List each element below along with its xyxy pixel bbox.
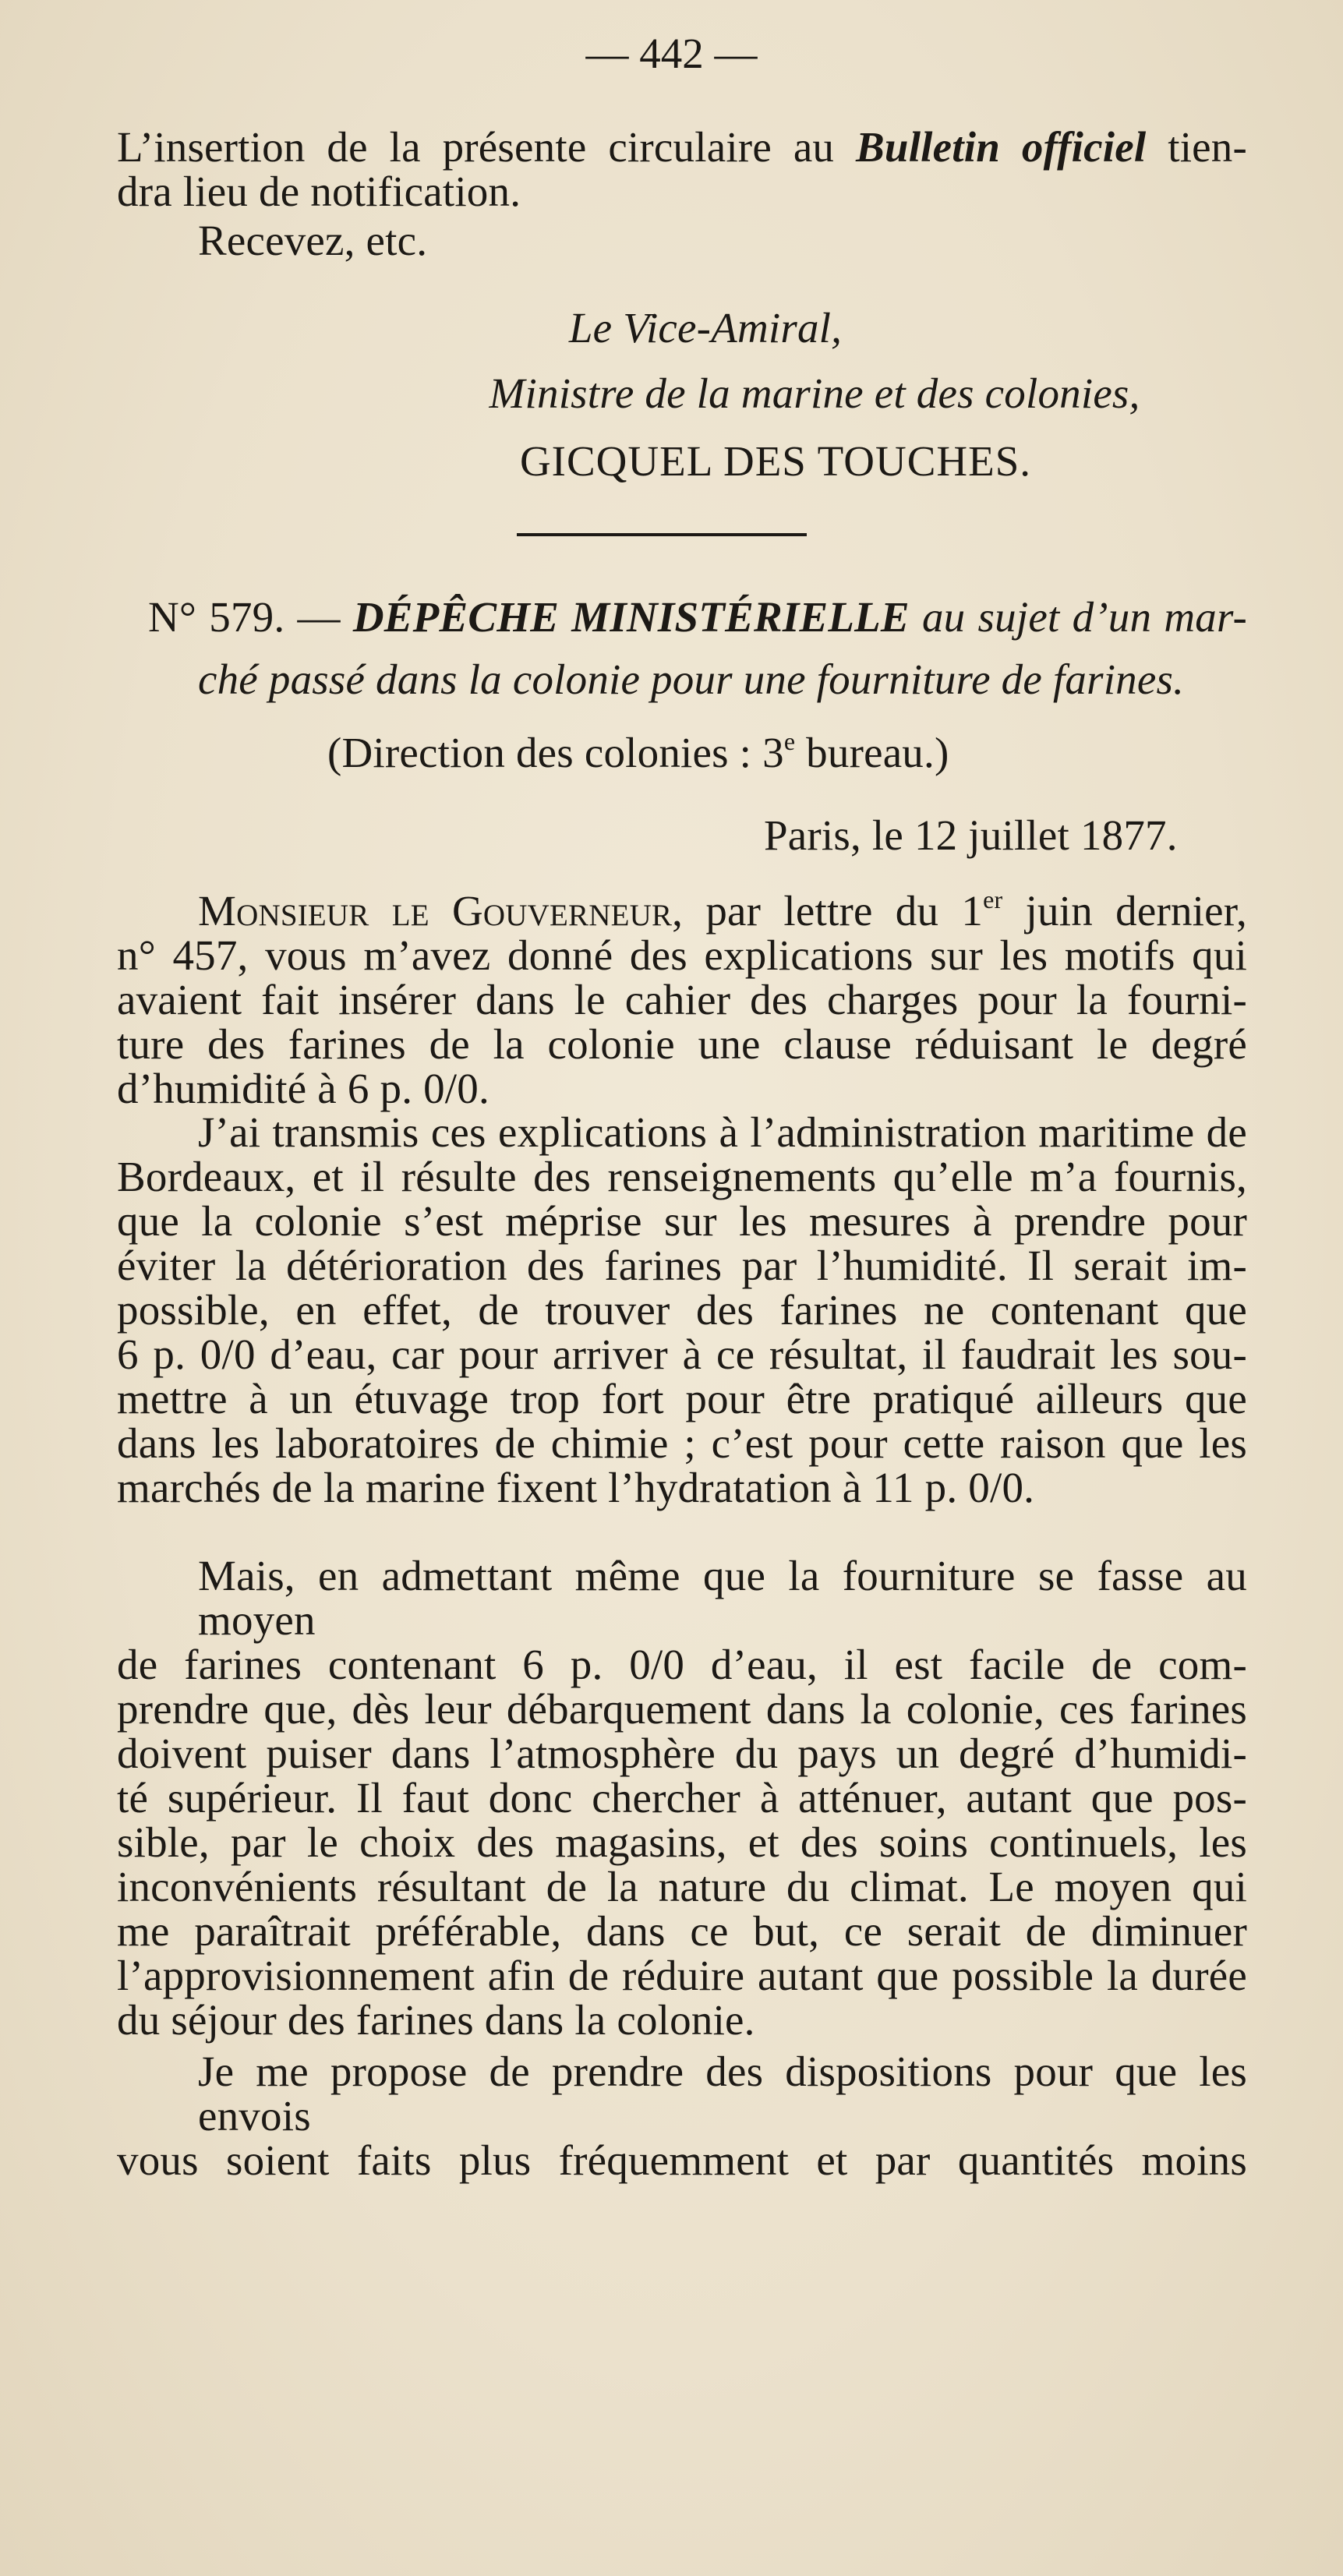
heading [148,595,1247,639]
bulletin-officiel: Bulletin officiel [856,123,1147,171]
p2-line-3: que la colonie s’est méprise sur les mesures à prendre pour [117,1197,1247,1245]
intro-paragraph [117,125,1247,214]
p1-line-4: ture des farines de la colonie une clause réduisant le degré [117,1020,1247,1068]
p2-line-5: possible, en effet, de trouver des farines ne contenant que [117,1286,1247,1334]
heading-number: N° 579. — [148,593,353,641]
p4-line-2: vous soient faits plus fréquemment et par quantités moins [117,2136,1247,2184]
p3-line-8: me paraîtrait préférable, dans ce but, ce serait de diminuer [117,1907,1247,1955]
recevez-line: Recevez, etc. [198,217,428,264]
p2-line-7: mettre à un étuvage trop fort pour être pratiqué ailleurs que [117,1375,1247,1422]
direction-end: bureau.) [795,729,949,776]
p3-line-6: sible, par le choix des magasins, et des soins continuels, les [117,1818,1247,1866]
heading-line-1 [148,595,1247,639]
p2-line-8: dans les laboratoires de chimie ; c’est pour cette raison que les [117,1419,1247,1467]
intro-line-2: dra lieu de notification. [117,168,521,215]
p3-line-3: prendre que, dès leur débarquement dans la colonie, ces farines [117,1685,1247,1733]
p2-line-6: 6 p. 0/0 d’eau, car pour arriver à ce résultat, il faudrait les sou- [117,1330,1247,1378]
paragraph-4 [117,2049,1247,2182]
p1-text: par lettre du 1 [705,887,984,935]
p1-line-5: d’humidité à 6 p. 0/0. [117,1065,489,1112]
heading-depeche: DÉPÊCHE MINISTÉRIELLE [352,593,910,641]
paragraph-3 [117,1553,1247,2042]
section-divider [517,533,807,536]
signature-title: Ministre de la marine et des colonies, [489,369,1140,417]
p1-line-3: avaient fait insérer dans le cahier des charges pour la fourni- [117,976,1247,1023]
p4-line-1: Je me propose de prendre des dispositions pour que les envois [198,2048,1247,2140]
p3-line-5: té supérieur. Il faut donc chercher à atténuer, autant que pos- [117,1774,1247,1822]
p2-line-1: J’ai transmis ces explications à l’administration maritime de [198,1108,1247,1156]
signature-name: GICQUEL DES TOUCHES. [519,437,1032,485]
heading-subject-2: ché passé dans la colonie pour une fourniture de farines. [198,655,1185,703]
direction-text: (Direction des colonies : 3 [327,729,784,776]
p3-line-7: inconvénients résultant de la nature du climat. Le moyen qui [117,1863,1247,1910]
heading-subject-1: au sujet d’un mar- [909,593,1247,641]
p3-line-1: Mais, en admettant même que la fourniture se fasse au moyen [198,1552,1247,1644]
p3-line-4: doivent puiser dans l’atmosphère du pays un degré d’humidi- [117,1730,1247,1777]
p1-line-1 [117,885,1248,935]
direction-sup: e [783,727,796,755]
salutation: Monsieur le Gouverneur, [198,887,684,935]
intro-text: L’insertion de la présente circulaire au [117,123,857,171]
p3-line-2: de farines contenant 6 p. 0/0 d’eau, il est facile de com- [117,1641,1247,1688]
p1-text-end: juin dernier, [1002,887,1248,935]
paragraph-2 [117,1110,1247,1510]
p2-line-4: éviter la détérioration des farines par l’humidité. Il serait im- [117,1242,1247,1289]
page-number: — 442 — [585,30,758,77]
intro-text-end: tien- [1146,123,1248,171]
direction-line [327,727,1107,776]
intro-line-1 [117,125,1247,169]
p3-line-10: du séjour des farines dans la colonie. [117,1996,755,2044]
p3-line-9: l’approvisionnement afin de réduire autant que possible la durée [117,1952,1247,1999]
p2-line-2: Bordeaux, et il résulte des renseignements qu’elle m’a fournis, [117,1153,1247,1200]
signature-rank: Le Vice-Amiral, [568,304,843,352]
paragraph-1 [117,885,1248,1112]
dateline: Paris, le 12 juillet 1877. [764,811,1178,859]
p1-sup: er [983,885,1003,913]
p1-line-2: n° 457, vous m’avez donné des explications sur les motifs qui [117,931,1247,979]
p2-line-9: marchés de la marine fixent l’hydratation à 11 p. 0/0. [117,1464,1035,1511]
